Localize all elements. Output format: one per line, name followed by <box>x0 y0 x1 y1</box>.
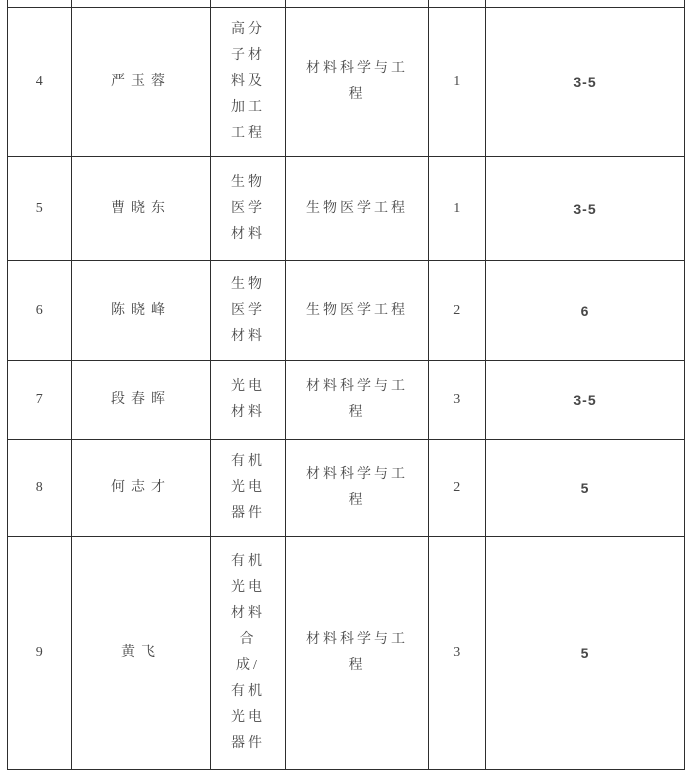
table-row-cutoff <box>8 0 685 8</box>
major-cell <box>286 537 429 770</box>
count-cell: 1 <box>429 8 486 157</box>
duration-cell: 3-5 <box>486 157 685 261</box>
supervisor-table <box>7 0 685 770</box>
duration-cell: 5 <box>486 537 685 770</box>
direction-text: 有机光电材料合成/有机光电器件 <box>231 554 265 751</box>
major-cell <box>286 440 429 537</box>
direction-cell <box>211 157 286 261</box>
count-cell: 2 <box>429 440 486 537</box>
duration-cell: 3-5 <box>486 361 685 440</box>
table-row <box>8 157 685 261</box>
duration-cell: 6 <box>486 261 685 361</box>
direction-cell <box>211 8 286 157</box>
count-cell: 1 <box>429 157 486 261</box>
duration-cell: 5 <box>486 440 685 537</box>
direction-text: 光电材料 <box>231 379 265 420</box>
table-row <box>8 361 685 440</box>
duration-cell: 3-5 <box>486 8 685 157</box>
cutoff-cell <box>286 0 429 8</box>
count-cell: 3 <box>429 537 486 770</box>
seq-cell: 6 <box>8 261 72 361</box>
cutoff-cell <box>429 0 486 8</box>
cutoff-cell <box>72 0 211 8</box>
seq-cell: 8 <box>8 440 72 537</box>
name-cell: 曹晓东 <box>72 157 211 261</box>
name-cell: 何志才 <box>72 440 211 537</box>
count-cell: 2 <box>429 261 486 361</box>
major-text: 材料科学与工程 <box>306 379 408 420</box>
direction-cell <box>211 361 286 440</box>
major-cell <box>286 157 429 261</box>
major-text: 生物医学工程 <box>306 200 408 216</box>
table-row <box>8 261 685 361</box>
cutoff-cell <box>211 0 286 8</box>
table-row <box>8 537 685 770</box>
seq-cell: 7 <box>8 361 72 440</box>
table-row <box>8 440 685 537</box>
seq-cell: 4 <box>8 8 72 157</box>
cutoff-cell <box>486 0 685 8</box>
direction-text: 高分子材料及加工工程 <box>231 22 265 141</box>
major-text: 材料科学与工程 <box>306 61 408 102</box>
table-row <box>8 8 685 157</box>
name-cell: 黄飞 <box>72 537 211 770</box>
direction-text: 有机光电器件 <box>231 454 265 521</box>
cutoff-cell <box>8 0 72 8</box>
direction-cell <box>211 261 286 361</box>
major-cell <box>286 261 429 361</box>
name-cell: 段春晖 <box>72 361 211 440</box>
seq-cell: 5 <box>8 157 72 261</box>
direction-text: 生物医学材料 <box>231 174 265 242</box>
direction-text: 生物医学材料 <box>231 276 265 344</box>
major-cell <box>286 361 429 440</box>
major-cell <box>286 8 429 157</box>
count-cell: 3 <box>429 361 486 440</box>
direction-cell <box>211 440 286 537</box>
major-text: 生物医学工程 <box>306 302 408 318</box>
seq-cell: 9 <box>8 537 72 770</box>
direction-cell <box>211 537 286 770</box>
name-cell: 严玉蓉 <box>72 8 211 157</box>
major-text: 材料科学与工程 <box>306 632 408 673</box>
name-cell: 陈晓峰 <box>72 261 211 361</box>
major-text: 材料科学与工程 <box>306 467 408 508</box>
